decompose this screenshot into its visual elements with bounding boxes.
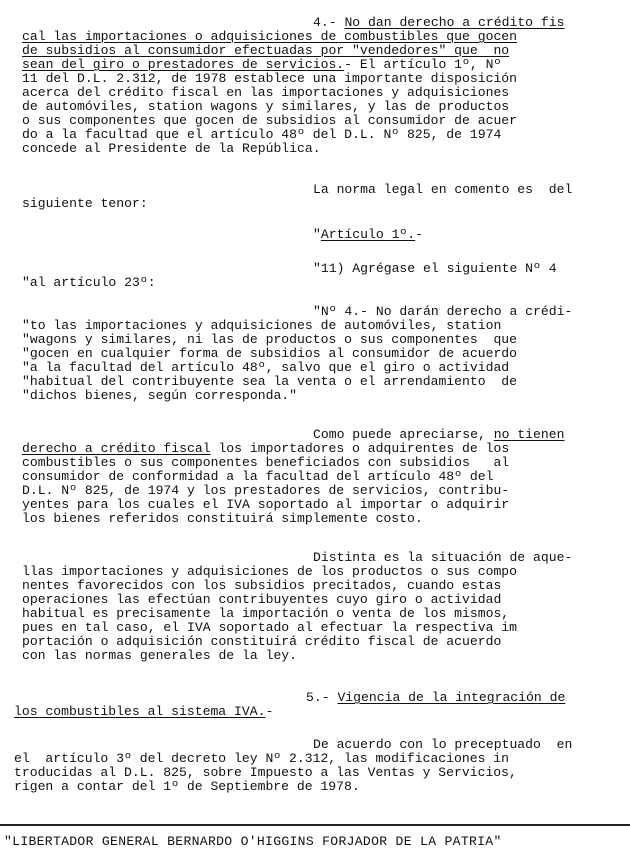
quote-line: "gocen en cualquier forma de subsidios al consumidor de acuerdo bbox=[22, 346, 518, 361]
section-4-number: 4.- bbox=[313, 15, 337, 30]
article-dash: - bbox=[415, 227, 424, 242]
quote-line: "Nº 4.- No darán derecho a crédi- bbox=[313, 304, 573, 319]
apreciarse-rest: los importadores o adquirentes de los bbox=[210, 441, 510, 456]
quote-line: "dichos bienes, según corresponda." bbox=[22, 388, 298, 403]
paragraph-line: do a la facultad que el artículo 48º del D.L. Nº 825, de 1974 bbox=[22, 127, 502, 142]
paragraph-line: de automóviles, station wagons y similares, y las de productos bbox=[22, 99, 510, 114]
apreciarse-underlined-1: no tienen bbox=[493, 427, 565, 442]
paragraph-line: portación o adquisición constituirá crédito fiscal de acuerdo bbox=[22, 634, 502, 649]
footer-divider bbox=[0, 824, 630, 826]
paragraph-line: el artículo 3º del decreto ley Nº 2.312, las modificaciones in bbox=[14, 751, 510, 766]
paragraph-line: operaciones las efectúan contribuyentes cuyo giro o actividad bbox=[22, 592, 502, 607]
section-4-heading-tail: - El artículo 1º, Nº bbox=[344, 57, 502, 72]
section-5-number: 5.- bbox=[306, 690, 330, 705]
section-5-title-part-2: los combustibles al sistema IVA. bbox=[14, 704, 266, 719]
paragraph-line: Distinta es la situación de aque- bbox=[313, 550, 573, 565]
paragraph-line: nentes favorecidos con los subsidios precitados, cuando estas bbox=[22, 578, 502, 593]
paragraph-line: concede al Presidente de la República. bbox=[22, 141, 321, 156]
paragraph-line: los bienes referidos constituirá simplemente costo. bbox=[22, 511, 423, 526]
paragraph-line bbox=[22, 442, 509, 456]
paragraph-line: De acuerdo con lo preceptuado en bbox=[313, 737, 573, 752]
section-4-title-part-1: No dan derecho a crédito fis bbox=[344, 15, 565, 30]
paragraph-line: con las normas generales de la ley. bbox=[22, 648, 298, 663]
quote-line: "wagons y similares, ni las de productos o sus componentes que bbox=[22, 332, 518, 347]
paragraph-line: siguiente tenor: bbox=[22, 196, 148, 211]
apreciarse-underlined-2: derecho a crédito fiscal bbox=[22, 441, 211, 456]
paragraph-line: rigen a contar del 1º de Septiembre de 1978. bbox=[14, 779, 360, 794]
article-quote-mark: " bbox=[313, 227, 321, 242]
paragraph-line: D.L. Nº 825, de 1974 y los prestadores de servicios, contribu- bbox=[22, 483, 510, 498]
paragraph-line: pues en tal caso, el IVA soportado al efectuar la respectiva im bbox=[22, 620, 518, 635]
article-label: Artículo 1º. bbox=[320, 227, 416, 242]
paragraph-line: 11 del D.L. 2.312, de 1978 establece una importante disposición bbox=[22, 71, 518, 86]
paragraph-line: yentes para los cuales el IVA soportado al importar o adquirir bbox=[22, 497, 510, 512]
paragraph-line: La norma legal en comento es del bbox=[313, 182, 573, 197]
quote-line: "a la facultad del artículo 48º, salvo que el giro o actividad bbox=[22, 360, 510, 375]
section-5-title-dash: - bbox=[265, 704, 274, 719]
apreciarse-lead: Como puede apreciarse, bbox=[313, 427, 494, 442]
section-4-heading-line-1 bbox=[313, 16, 564, 30]
article-heading bbox=[313, 228, 423, 242]
section-4-heading-line-4 bbox=[22, 58, 501, 72]
paragraph-line: "al artículo 23º: bbox=[22, 275, 156, 290]
section-4-title-part-2: cal las importaciones o adquisiciones de combustibles que gocen bbox=[22, 29, 518, 44]
paragraph-line: "11) Agrégase el siguiente Nº 4 bbox=[313, 261, 557, 276]
paragraph-line bbox=[313, 428, 564, 442]
section-4-title-part-4: sean del giro o prestadores de servicios. bbox=[22, 57, 345, 72]
paragraph-line: o sus componentes que gocen de subsidios al consumidor de acuer bbox=[22, 113, 518, 128]
quote-line: "habitual del contribuyente sea la venta o el arrendamiento de bbox=[22, 374, 518, 389]
section-5-title-part-1: Vigencia de la integración de bbox=[337, 690, 566, 705]
section-5-heading-line-1 bbox=[306, 691, 565, 705]
paragraph-line: llas importaciones y adquisiciones de los productos o sus compo bbox=[22, 564, 518, 579]
section-5-heading-line-2 bbox=[14, 705, 273, 719]
paragraph-line: acerca del crédito fiscal en las importaciones y adquisiciones bbox=[22, 85, 510, 100]
section-4-title-part-3: de subsidios al consumidor efectuadas por "vendedores" que no bbox=[22, 43, 510, 58]
quote-line: "to las importaciones y adquisiciones de automóviles, station bbox=[22, 318, 502, 333]
footer-motto: "LIBERTADOR GENERAL BERNARDO O'HIGGINS FORJADOR DE LA PATRIA" bbox=[4, 834, 502, 849]
paragraph-line: consumidor de conformidad a la facultad del artículo 48º del bbox=[22, 469, 494, 484]
paragraph-line: troducidas al D.L. 825, sobre Impuesto a las Ventas y Servicios, bbox=[14, 765, 517, 780]
paragraph-line: habitual es precisamente la importación o venta de los mismos, bbox=[22, 606, 510, 621]
paragraph-line: combustibles o sus componentes beneficiados con subsidios al bbox=[22, 455, 510, 470]
